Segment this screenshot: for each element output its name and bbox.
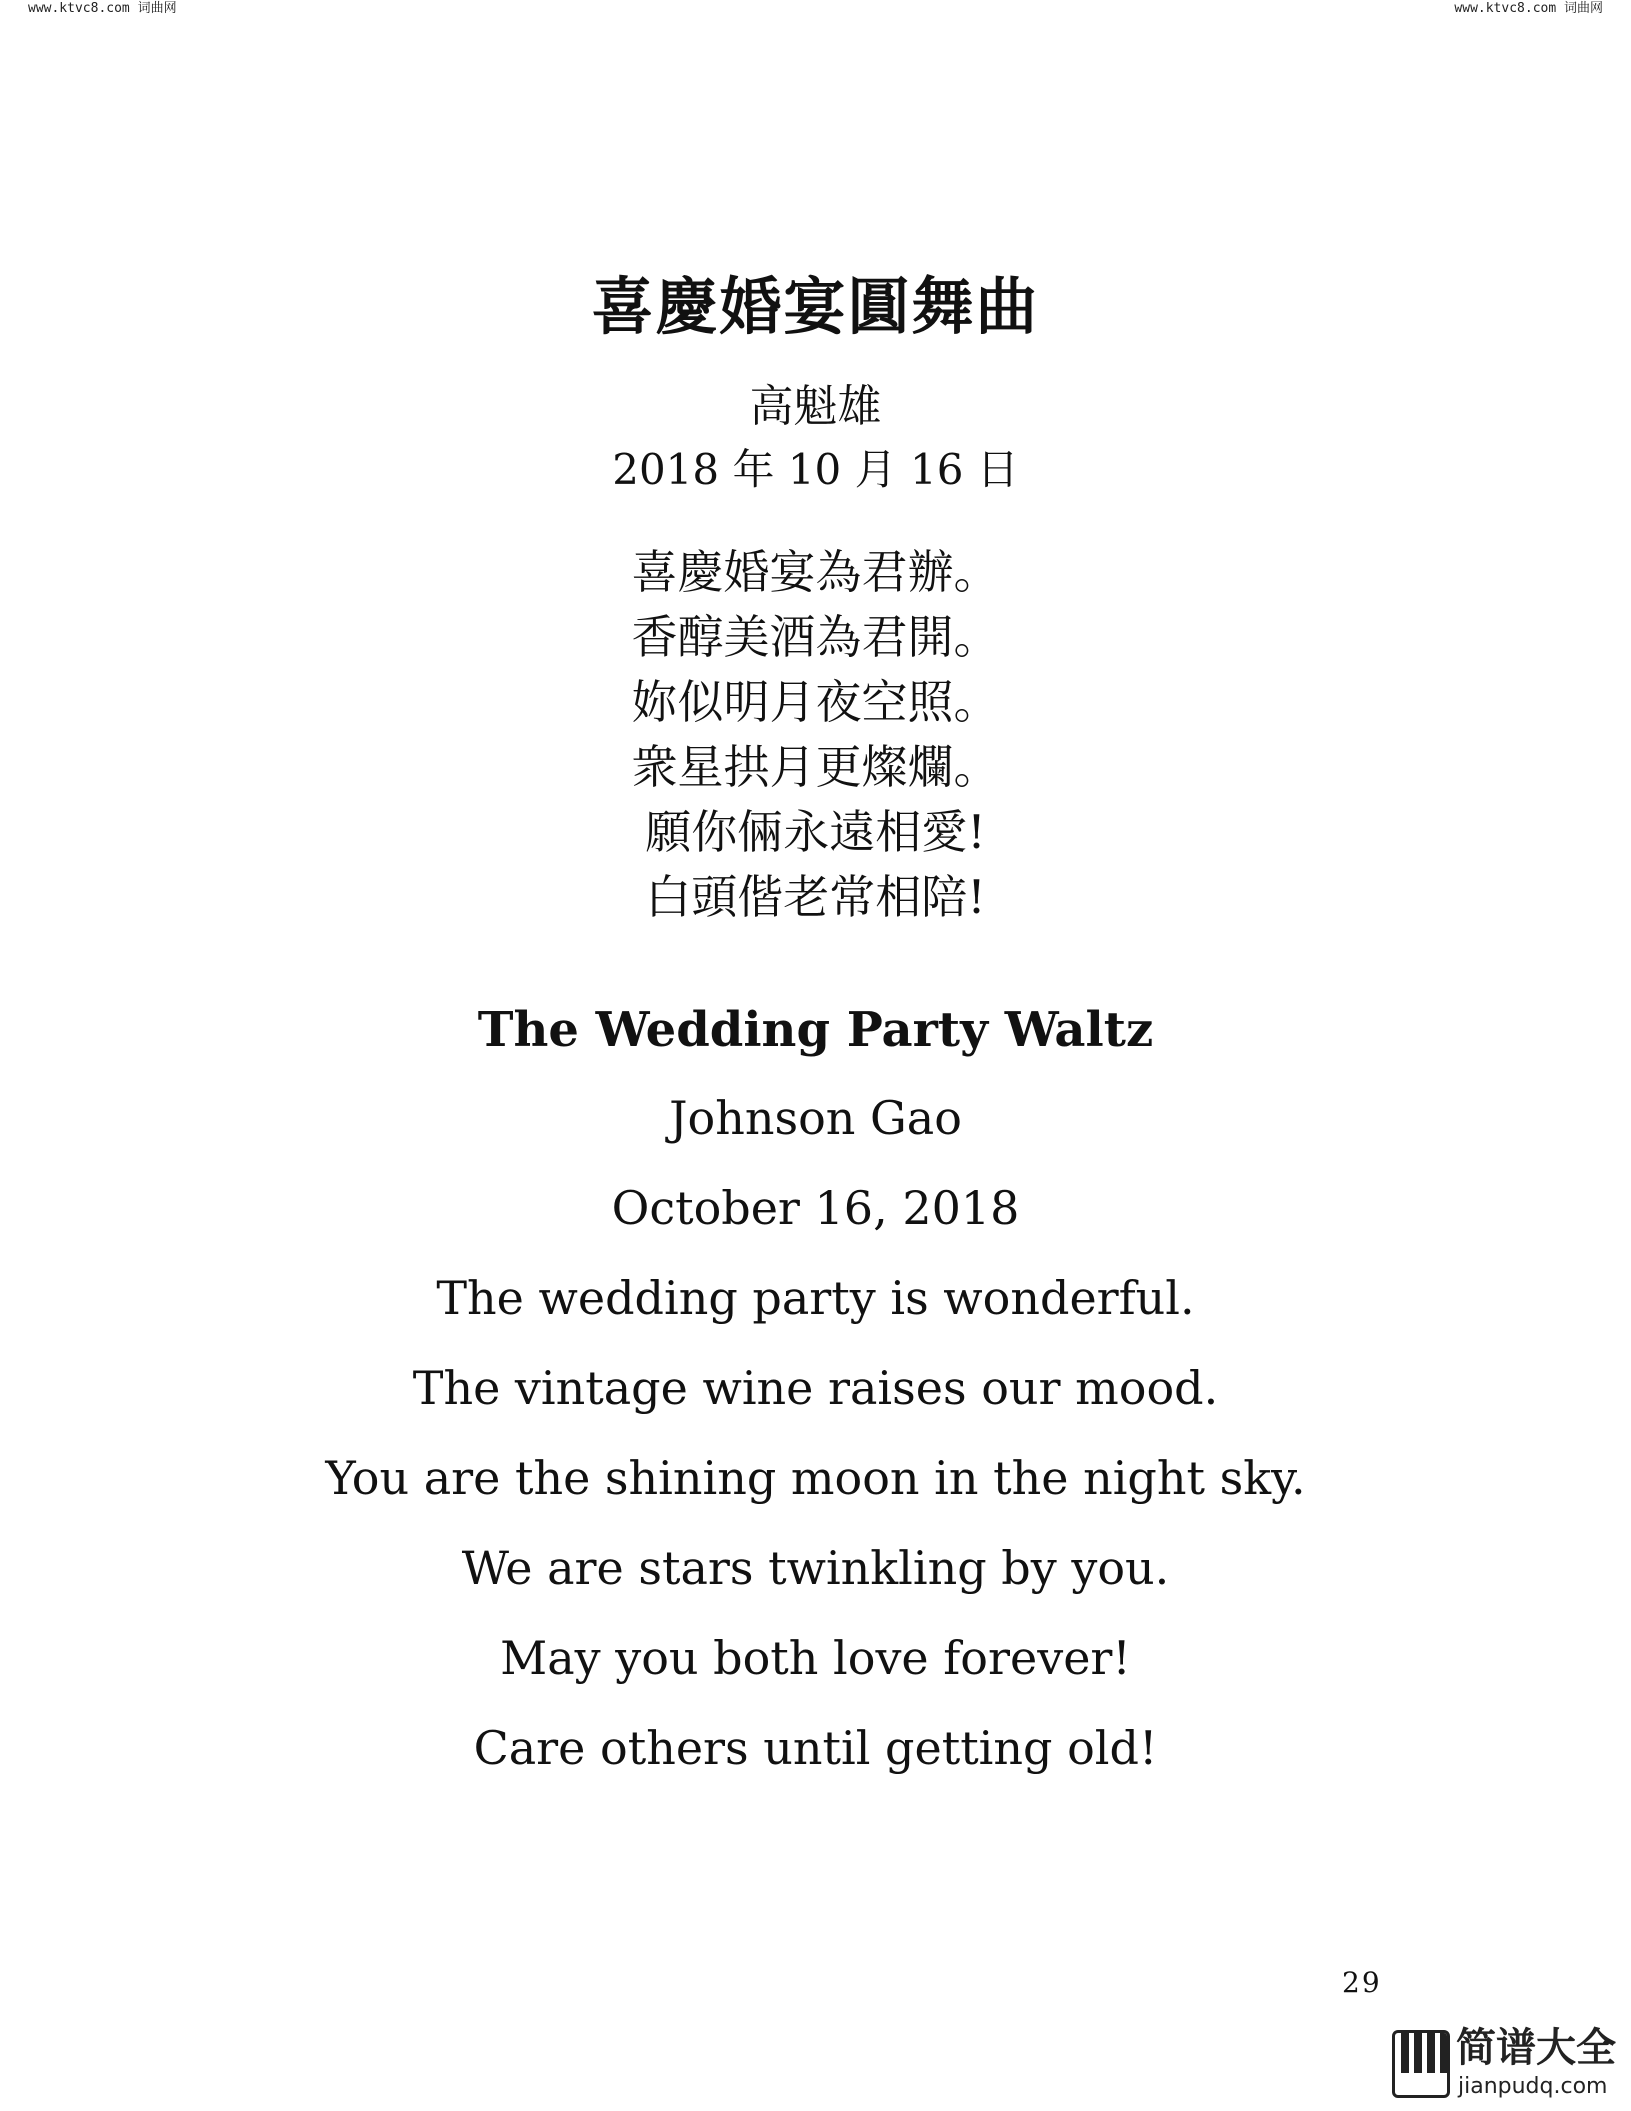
header-site-right: www.ktvc8.com 词曲网 [1454, 1, 1603, 16]
chinese-lyric-line: 願你倆永遠相愛! [645, 805, 986, 859]
english-lyric-line: May you both love forever! [500, 1631, 1131, 1685]
piano-keys-icon [1392, 2030, 1450, 2098]
chinese-lyric-line: 白頭偕老常相陪! [645, 870, 986, 924]
logo-name: 简谱大全 [1456, 2025, 1616, 2071]
chinese-lyric-line: 衆星拱月更燦爛。 [631, 740, 1000, 794]
english-date: October 16, 2018 [611, 1181, 1020, 1235]
english-author: Johnson Gao [669, 1091, 962, 1145]
chinese-date: 2018 年 10 月 16 日 [612, 445, 1019, 494]
english-title: The Wedding Party Waltz [477, 1002, 1154, 1058]
chinese-lyric-line: 妳似明月夜空照。 [631, 675, 1000, 729]
chinese-lyric-line: 喜慶婚宴為君辦。 [631, 545, 1000, 599]
logo-url: jianpudq.com [1458, 2074, 1608, 2099]
english-lyric-line: The vintage wine raises our mood. [412, 1361, 1219, 1415]
chinese-author: 高魁雄 [749, 381, 882, 432]
english-lyric-line: Care others until getting old! [473, 1721, 1158, 1775]
english-lyric-line: We are stars twinkling by you. [461, 1541, 1170, 1595]
chinese-lyric-line: 香醇美酒為君開。 [631, 610, 1000, 664]
site-logo [1392, 2024, 1622, 2104]
english-lyric-line: The wedding party is wonderful. [436, 1271, 1195, 1325]
english-lyric-line: You are the shining moon in the night sky. [325, 1451, 1306, 1505]
page-number: 29 [1342, 1966, 1382, 1999]
header-site-left: www.ktvc8.com 词曲网 [28, 1, 177, 16]
chinese-lyrics [0, 540, 1631, 930]
chinese-title: 喜慶婚宴圓舞曲 [591, 270, 1040, 343]
